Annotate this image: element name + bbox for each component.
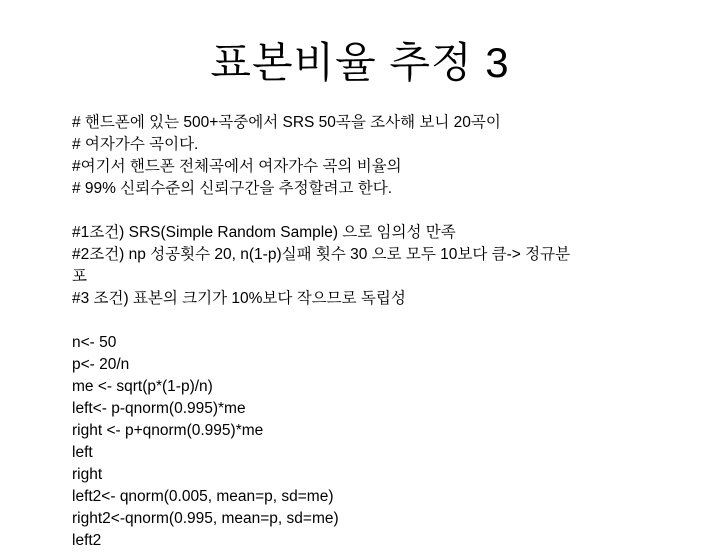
condition-line-3: 포: [72, 268, 87, 285]
blank-line: [72, 310, 662, 332]
blank-line: [72, 200, 662, 222]
code-line-7: right: [72, 466, 103, 483]
code-line-10: left2: [72, 532, 102, 549]
code-line-3: me <- sqrt(p*(1-p)/n): [72, 378, 213, 395]
code-line-9: right2<-qnorm(0.995, mean=p, sd=me): [72, 510, 339, 527]
condition-line-1: #1조건) SRS(Simple Random Sample) 으로 임의성 만족: [72, 224, 456, 241]
code-line-6: left: [72, 444, 93, 461]
slide-body: [72, 112, 662, 552]
code-line-5: right <- p+qnorm(0.995)*me: [72, 422, 264, 439]
intro-line-2: # 여자가수 곡이다.: [72, 136, 199, 153]
code-line-4: left<- p-qnorm(0.995)*me: [72, 400, 246, 417]
code-line-2: p<- 20/n: [72, 356, 130, 373]
slide-title: 표본비율 추정 3: [210, 39, 510, 86]
code-line-1: n<- 50: [72, 334, 117, 351]
intro-line-1: # 핸드폰에 있는 500+곡중에서 SRS 50곡을 조사해 보니 20곡이: [72, 114, 501, 131]
code-line-8: left2<- qnorm(0.005, mean=p, sd=me): [72, 488, 334, 505]
intro-line-4: # 99% 신뢰수준의 신뢰구간을 추정할려고 한다.: [72, 180, 393, 197]
intro-line-3: #여기서 핸드폰 전체곡에서 여자가수 곡의 비율의: [72, 158, 402, 175]
condition-line-4: #3 조건) 표본의 크기가 10%보다 작으므로 독립성: [72, 290, 406, 307]
condition-line-2: #2조건) np 성공횟수 20, n(1-p)실패 횟수 30 으로 모두 10보다 큼-> 정규분: [72, 246, 571, 263]
